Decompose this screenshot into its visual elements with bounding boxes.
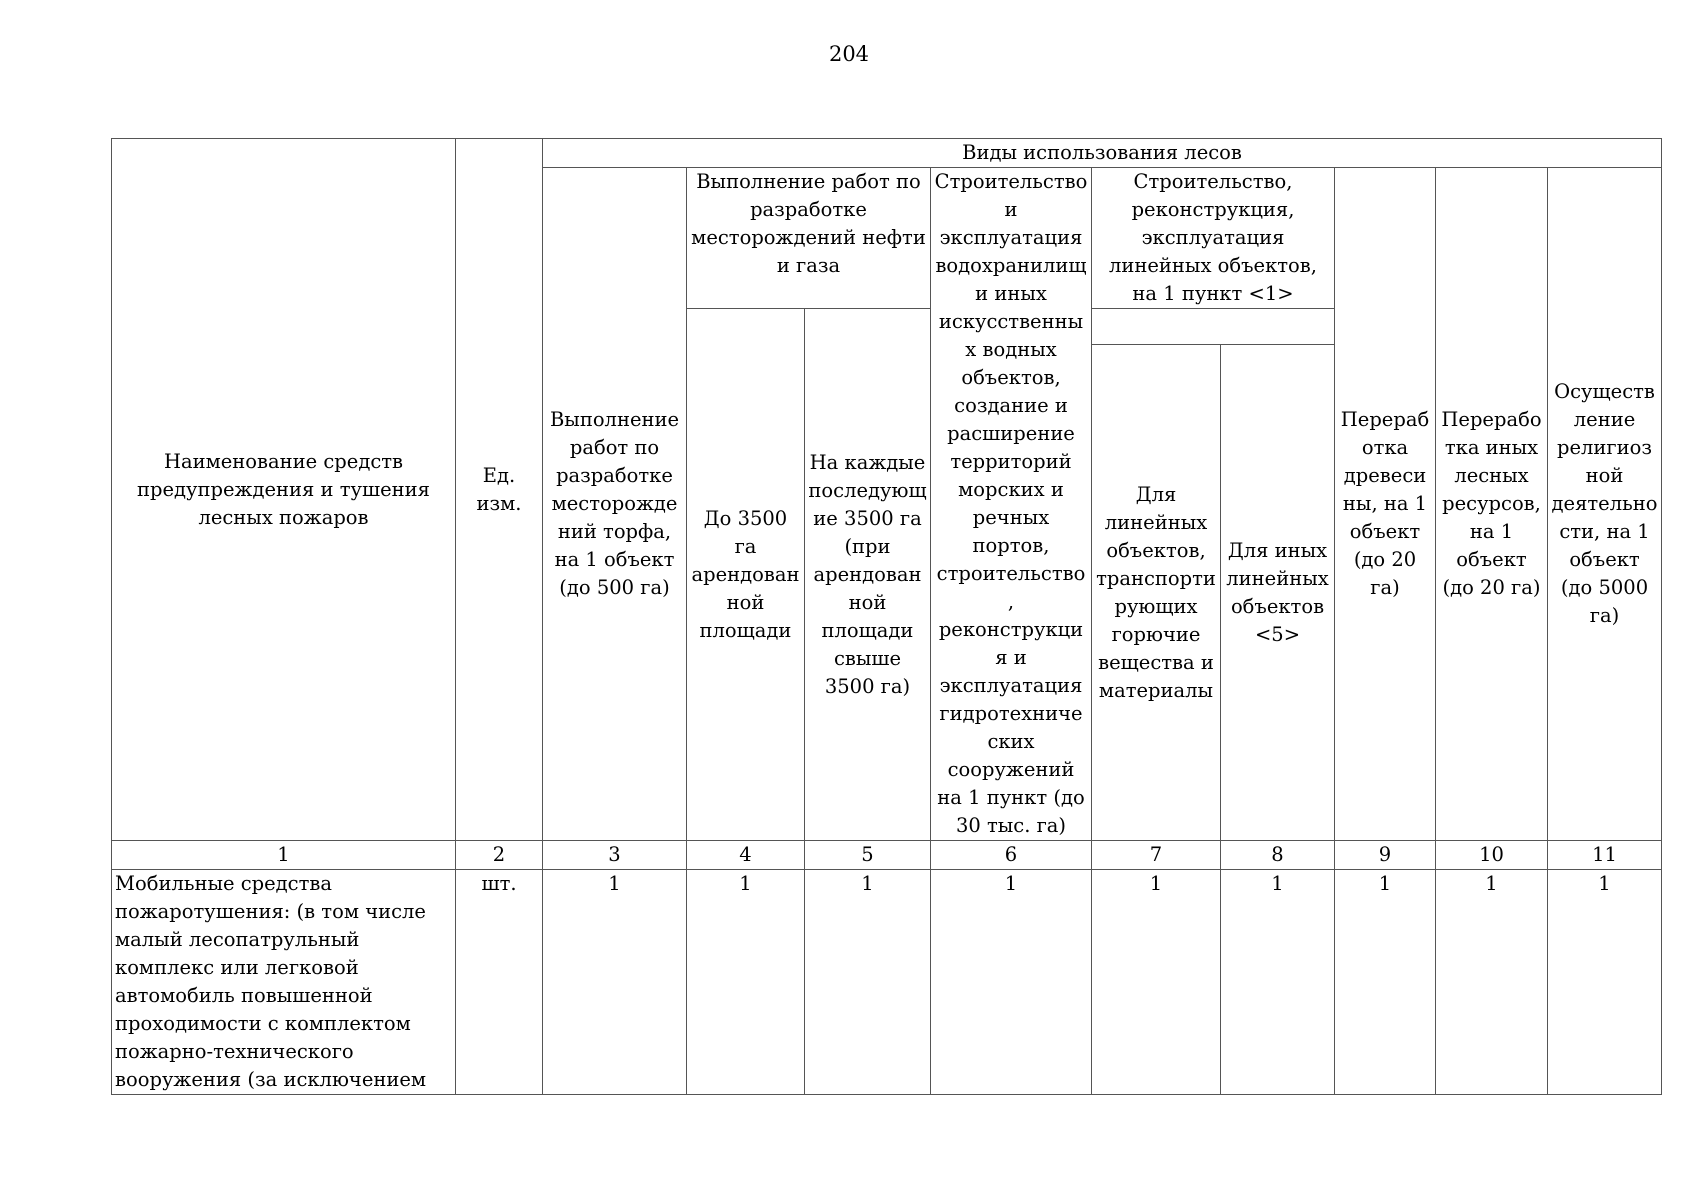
row-value: 1: [687, 870, 805, 1095]
header-linear-objects: Строительство, реконструкция, эксплуатация линейных объектов, на 1 пункт <1>: [1092, 168, 1335, 309]
page-number: 204: [828, 42, 870, 66]
row-value: 1: [1092, 870, 1221, 1095]
header-reservoirs-ports: Строительство и эксплуатация водохранилищ и иных искусственных водных объектов, создание и расширение территорий морских и речных портов, строительство, реконструкция и эксплуатация гидротехнических сооружений на 1 пункт (до 30 тыс. га): [931, 168, 1092, 841]
header-oil-gas-extraction: Выполнение работ по разработке месторождений нефти и газа: [687, 168, 931, 309]
header-linear-other: Для иных линейных объектов <5>: [1221, 345, 1335, 841]
row-name: Мобильные средства пожаротушения: (в том числе малый лесопатрульный комплекс или легковой автомобиль повышенной проходимости с комплектом пожарно-технического вооружения (за исключением: [112, 870, 456, 1095]
column-number: 9: [1335, 841, 1436, 870]
column-number: 1: [112, 841, 456, 870]
header-row-1: [112, 139, 1662, 168]
header-forest-use-types: Виды использования лесов: [543, 139, 1662, 168]
column-number: 4: [687, 841, 805, 870]
row-value: 1: [1436, 870, 1548, 1095]
row-value: 1: [543, 870, 687, 1095]
header-wood-processing: Переработка древесины, на 1 объект (до 20 га): [1335, 168, 1436, 841]
header-forest-resources-processing: Переработка иных лесных ресурсов, на 1 объект (до 20 га): [1436, 168, 1548, 841]
header-oil-gas-each-next-3500: На каждые последующие 3500 га (при арендованной площади свыше 3500 га): [805, 309, 931, 841]
header-peat-extraction: Выполнение работ по разработке месторождений торфа, на 1 объект (до 500 га): [543, 168, 687, 841]
header-name-of-means: Наименование средств предупреждения и тушения лесных пожаров: [112, 139, 456, 841]
column-number: 3: [543, 841, 687, 870]
column-number: 8: [1221, 841, 1335, 870]
fire-equipment-table: [111, 138, 1662, 1095]
column-number: 10: [1436, 841, 1548, 870]
row-value: 1: [931, 870, 1092, 1095]
row-unit: шт.: [456, 870, 543, 1095]
row-value: 1: [1335, 870, 1436, 1095]
header-oil-gas-up-to-3500: До 3500 га арендованной площади: [687, 309, 805, 841]
header-religious-activity: Осуществление религиозной деятельности, на 1 объект (до 5000 га): [1548, 168, 1662, 841]
column-number: 5: [805, 841, 931, 870]
header-unit: Ед. изм.: [456, 139, 543, 841]
column-number: 2: [456, 841, 543, 870]
row-value: 1: [1221, 870, 1335, 1095]
header-linear-flammable: Для линейных объектов, транспортирующих горючие вещества и материалы: [1092, 345, 1221, 841]
table-row: [112, 870, 1662, 1095]
column-number: 6: [931, 841, 1092, 870]
column-number: 7: [1092, 841, 1221, 870]
row-value: 1: [805, 870, 931, 1095]
column-number-row: [112, 841, 1662, 870]
column-number: 11: [1548, 841, 1662, 870]
row-value: 1: [1548, 870, 1662, 1095]
